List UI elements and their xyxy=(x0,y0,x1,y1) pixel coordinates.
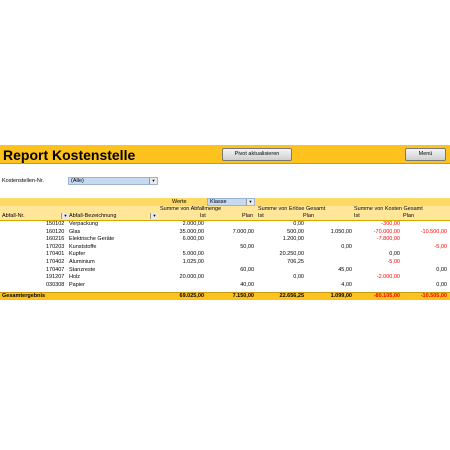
dropdown-arrow-icon[interactable]: ▼ xyxy=(149,178,157,184)
abfall-bezeichnung-filter-icon[interactable]: ▼ xyxy=(150,213,158,219)
cell-bez: Aluminium xyxy=(69,258,95,265)
cell-bez: Kunststoffe xyxy=(69,243,97,250)
cell-bez: Verpackung xyxy=(69,221,99,227)
menu-button[interactable]: Menü xyxy=(405,148,446,161)
cell-k-ist: -7.800,00 xyxy=(376,236,400,243)
cell-k-plan: -10.500,00 xyxy=(420,228,447,235)
pivot-body xyxy=(0,221,450,289)
klasse-filter-dropdown[interactable] xyxy=(207,198,255,206)
cell-nr: 170402 xyxy=(46,258,65,265)
cell-e-plan: 1.050,00 xyxy=(330,228,352,235)
cell-m-ist: 20.000,00 xyxy=(179,274,204,281)
cell-e-plan: 4,00 xyxy=(341,281,352,288)
cell-m-plan: 50,00 xyxy=(240,243,254,250)
total-kosten-ist: -80.105,00 xyxy=(373,293,400,299)
group-header-kosten: Summe von Kosten Gesamt xyxy=(354,206,423,212)
cell-m-ist: 6.000,00 xyxy=(182,236,204,243)
cell-e-ist: 706,25 xyxy=(287,258,304,265)
total-erloese-plan: 1.099,00 xyxy=(330,293,352,299)
cell-e-ist: 20.250,00 xyxy=(279,251,304,258)
cell-bez: Stanzreste xyxy=(69,266,96,273)
col-header-ist: Ist xyxy=(354,213,360,219)
col-header-plan: Plan xyxy=(242,213,254,219)
table-row xyxy=(0,259,450,267)
cell-k-ist: -5,00 xyxy=(387,258,400,265)
cell-bez: Kupfer xyxy=(69,251,86,258)
table-row xyxy=(0,244,450,252)
table-row xyxy=(0,274,450,282)
cell-nr: 170203 xyxy=(46,243,65,250)
cost-center-filter-dropdown[interactable] xyxy=(68,177,158,185)
table-row xyxy=(0,236,450,244)
cell-e-plan: 0,00 xyxy=(341,243,352,250)
cell-k-ist: -2.000,00 xyxy=(376,274,400,281)
report-title: Report Kostenstelle xyxy=(3,147,136,163)
cell-e-plan: 45,00 xyxy=(338,266,352,273)
cell-m-ist: 2.000,00 xyxy=(182,221,204,227)
pivot-values-row xyxy=(0,198,450,206)
cost-center-filter-label: Kostenstellen-Nr. xyxy=(2,178,44,184)
col-header-abfall-nr: Abfall-Nr. xyxy=(2,213,25,219)
cell-m-plan: 7.000,00 xyxy=(232,228,254,235)
col-header-abfall-bezeichnung: Abfall-Bezeichnung xyxy=(69,213,117,219)
cell-nr: 191207 xyxy=(46,274,65,281)
col-header-plan: Plan xyxy=(303,213,315,219)
cell-k-plan: -5,00 xyxy=(434,243,447,250)
werte-label: Werte xyxy=(172,199,187,205)
table-row xyxy=(0,267,450,275)
total-abfallmenge-ist: 69.025,00 xyxy=(179,293,204,299)
klasse-label: Klasse xyxy=(210,199,227,205)
table-row xyxy=(0,229,450,237)
group-header-abfallmenge: Summe von Abfallmenge xyxy=(160,206,222,212)
refresh-pivot-button[interactable]: Pivot aktualisieren xyxy=(222,148,292,161)
grand-total-row xyxy=(0,292,450,300)
group-header-erloese: Summe von Erlöse Gesamt xyxy=(258,206,326,212)
cell-nr: 170407 xyxy=(46,266,65,273)
cell-k-plan: 0,00 xyxy=(436,281,447,288)
col-header-ist: Ist xyxy=(200,213,206,219)
cell-e-ist: 500,00 xyxy=(287,228,304,235)
table-row xyxy=(0,282,450,290)
cell-bez: Papier xyxy=(69,281,85,288)
cell-e-ist: 1.200,00 xyxy=(282,236,304,243)
filter-row xyxy=(0,177,450,185)
grand-total-label: Gesamtergebnis xyxy=(2,293,46,299)
cell-nr: 160120 xyxy=(46,228,65,235)
table-row xyxy=(0,221,450,229)
col-header-plan: Plan xyxy=(403,213,415,219)
cell-k-ist: -300,00 xyxy=(381,221,400,227)
cell-bez: Elektrische Geräte xyxy=(69,236,115,243)
cell-nr: 160216 xyxy=(46,236,65,243)
pivot-group-header-row xyxy=(0,206,450,213)
cell-k-ist: 0,00 xyxy=(389,251,400,258)
dropdown-arrow-icon[interactable]: ▼ xyxy=(246,199,254,205)
cell-bez: Holz xyxy=(69,274,81,281)
cell-m-ist: 1.025,00 xyxy=(182,258,204,265)
total-erloese-ist: 22.656,25 xyxy=(279,293,304,299)
col-header-ist: Ist xyxy=(258,213,264,219)
cell-m-ist: 5.000,00 xyxy=(182,251,204,258)
cell-m-ist: 35.000,00 xyxy=(179,228,204,235)
total-kosten-plan: -10.505,00 xyxy=(420,293,447,299)
cell-nr: 030308 xyxy=(46,281,65,288)
cell-k-plan: 0,00 xyxy=(436,266,447,273)
cell-nr: 150102 xyxy=(46,221,65,227)
total-abfallmenge-plan: 7.150,00 xyxy=(232,293,254,299)
spreadsheet-area xyxy=(0,145,450,305)
abfall-nr-filter-icon[interactable]: ▼ xyxy=(61,213,69,219)
report-header-bar xyxy=(0,145,450,164)
cell-m-plan: 60,00 xyxy=(240,266,254,273)
cell-nr: 170401 xyxy=(46,251,65,258)
pivot-column-header-row xyxy=(0,213,450,221)
cell-e-ist: 0,00 xyxy=(293,274,304,281)
cost-center-filter-value: (Alle) xyxy=(71,178,84,184)
table-row xyxy=(0,251,450,259)
cell-k-ist: -70.000,00 xyxy=(373,228,400,235)
cell-e-ist: 0,00 xyxy=(293,221,304,227)
cell-m-plan: 40,00 xyxy=(240,281,254,288)
cell-bez: Glas xyxy=(69,228,81,235)
